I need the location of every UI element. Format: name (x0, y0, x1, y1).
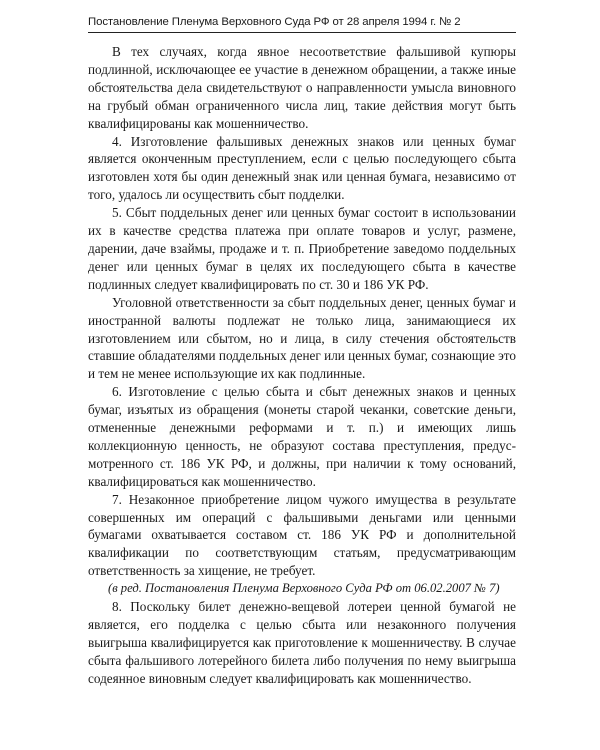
paragraph-7: 7. Незаконное приобретение лицом чужого имущества в результате совершенных им операций с фальшивыми деньгами или ценными бумагами охватывается составом ст. 186 УК РФ и дополнительной квалификации по соответствующим статьям, предусматривающим ответственность за хищение, не требует. (88, 491, 516, 579)
paragraph-5: 5. Сбыт поддельных денег или ценных бумаг состоит в использовании их в качестве средства платежа при оплате товаров и услуг, размене, дарении, даче взаймы, продаже и т. п. Приобретение заведомо поддельных денег или ценных бумаг в целях их последующего сбыта в качестве подлинных следует квалифицировать по ст. 30 и 186 УК РФ. (88, 205, 516, 292)
paragraph-3-continuation: В тех случаях, когда явное несоответствие фальшивой купюры подлинной, исключающее ее участие в денежном обращении, а также иные обстоятельства дела свидетельствуют о направленности умысла виновного на грубый обман ограниченного числа лиц, такие действия могут быть квалифицированы как мошенничество. (88, 44, 516, 131)
paragraph-6: 6. Изготовление с целью сбыта и сбыт денежных знаков и ценных бумаг, изъятых из обращения (монеты старой чеканки, советские деньги, отмененные денежными реформами и т. п.) и имеющих лишь коллекционную ценность, не образуют состава преступления, предусмотренного ст. 186 УК РФ, и должны, при наличии к тому оснований, квалифицироваться как мошенничество. (88, 384, 516, 489)
paragraph-5-liability: Уголовной ответственности за сбыт поддельных денег, ценных бумаг и иностранной валюты подлежат не только лица, занимающиеся их изготовлением или сбытом, но и лица, в силу стечения обстоятельств ставшие обладателями поддельных денег или ценных бумаг, сознающие это и тем не менее использующие их как подлинные. (88, 294, 516, 382)
amendment-note: (в ред. Постановления Пленума Верховного Суда РФ от 06.02.2007 № 7) (108, 581, 500, 596)
header-rule (88, 32, 516, 33)
document-page (88, 14, 516, 688)
document-body (88, 43, 516, 688)
paragraph-4: 4. Изготовление фальшивых денежных знаков или ценных бумаг является оконченным преступлением, если с целью последующего сбыта изготовлен хотя бы один денежный знак или ценная бумага, независимо от того, удалось ли осуществить сбыт подделки. (88, 133, 516, 203)
paragraph-8: 8. Поскольку билет денежно-вещевой лотереи ценной бумагой не является, его подделка с целью сбыта или незаконного получения выигрыша квалифицируется как приготовление к мошенничеству. В случае сбыта фальшивого лотерейного билета либо получения по нему выигрыша содеянное виновным следует квалифицировать как мошенничество. (88, 599, 516, 686)
running-header: Постановление Пленума Верховного Суда РФ от 28 апреля 1994 г. № 2 (88, 16, 461, 28)
